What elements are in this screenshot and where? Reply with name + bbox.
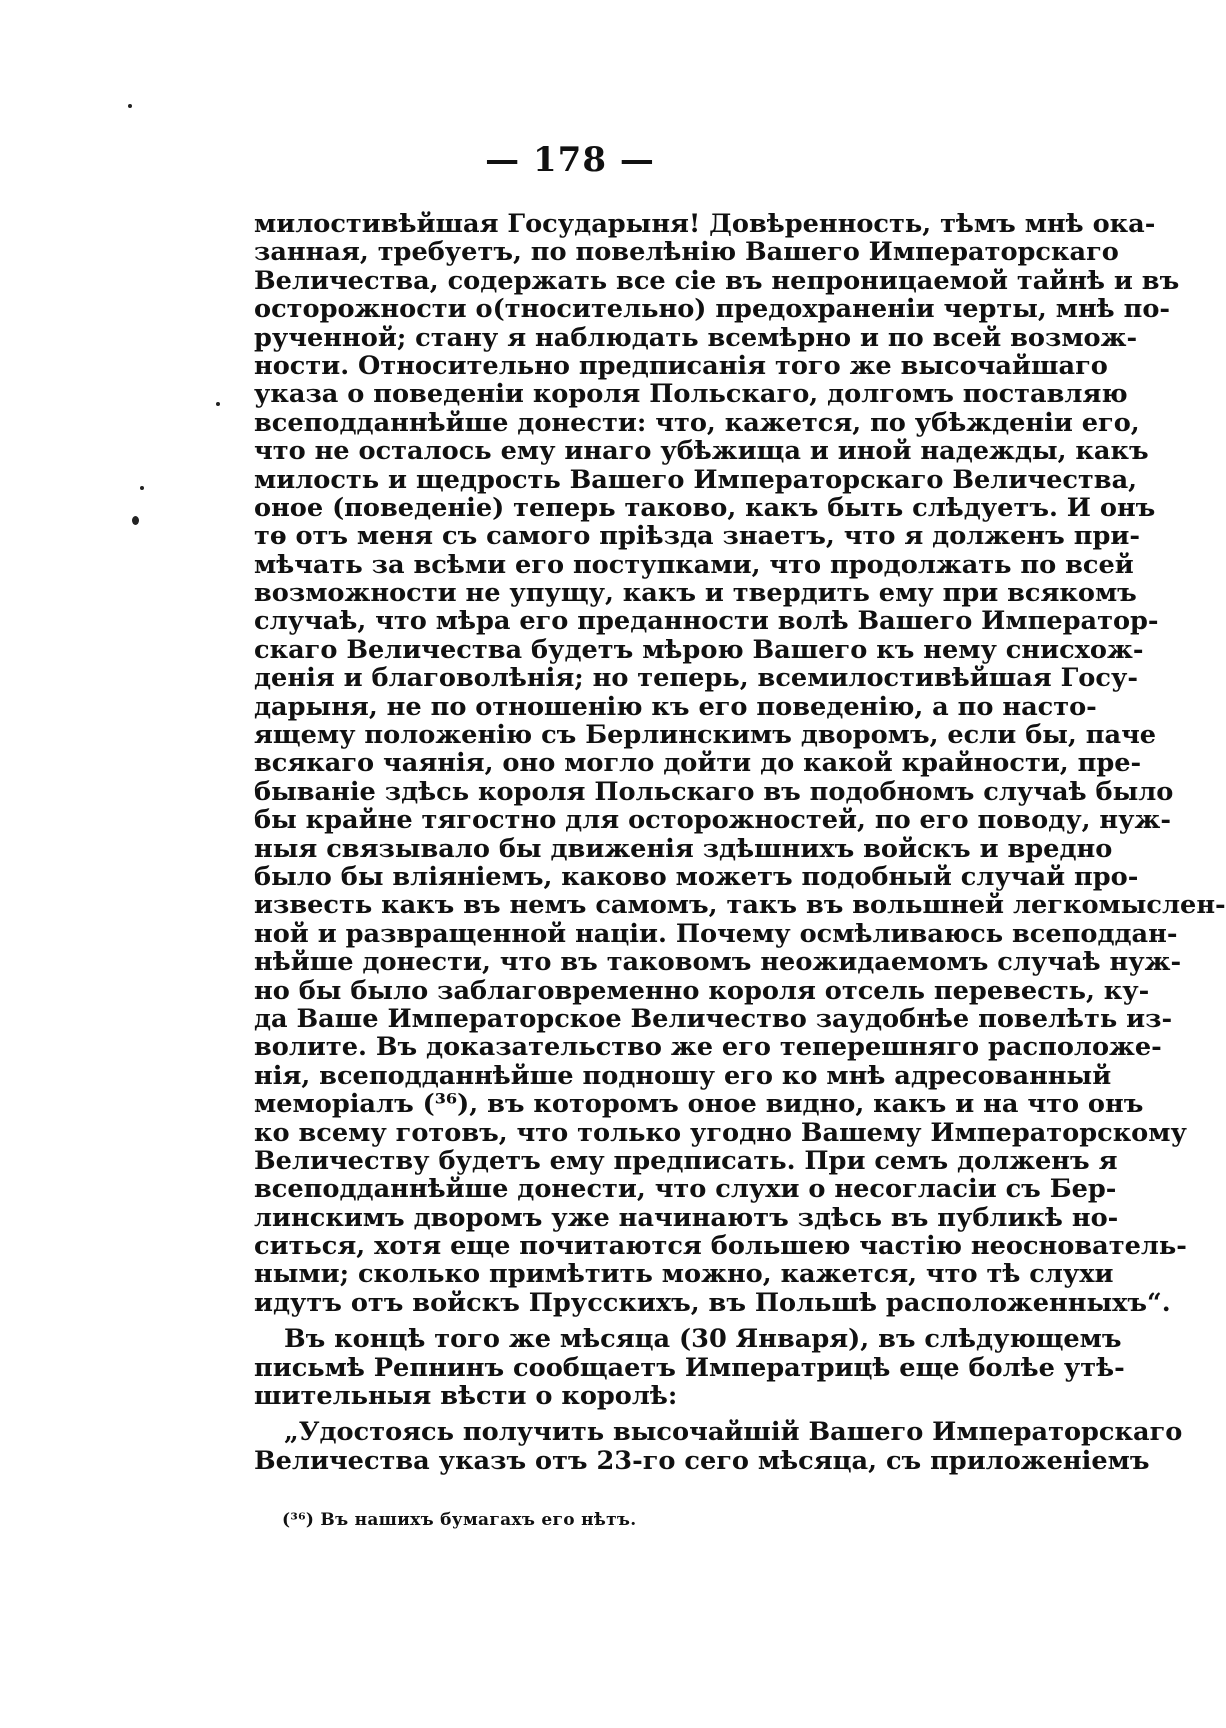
page-number: — 178 —	[485, 140, 655, 180]
text-line: возможности не упущу, какъ и твердить ему при всякомъ	[254, 578, 1137, 609]
text-line: ящему положенію съ Берлинскимъ дворомъ, если бы, паче	[254, 720, 1157, 751]
scan-speck	[128, 104, 132, 108]
text-line: ности. Относительно предписанія того же высочайшаго	[254, 350, 1108, 381]
text-line: было бы вліяніемъ, каково можетъ подобный случай про-	[254, 861, 1139, 892]
text-line: милость и щедрость Вашего Императорскаго Величества,	[254, 464, 1138, 495]
text-line: занная, требуетъ, по повелѣнію Вашего Императорскаго	[254, 237, 1119, 268]
text-line: линскимъ дворомъ уже начинаютъ здѣсь въ публикѣ но-	[254, 1202, 1119, 1233]
text-line: денія и благоволѣнія; но теперь, всемилостивѣйшая Госу-	[254, 663, 1138, 694]
text-line: идутъ отъ войскъ Прусскихъ, въ Польшѣ расположенныхъ“.	[254, 1287, 1171, 1318]
text-line: дарыня, не по отношенію къ его поведенію, а по насто-	[254, 691, 1097, 722]
text-line: ситься, хотя еще почитаются большею частію неоснователь-	[254, 1231, 1187, 1262]
text-line: да Ваше Императорское Величество заудобнѣе повелѣть из-	[254, 1003, 1173, 1034]
text-line: Величества указъ отъ 23-го сего мѣсяца, съ приложеніемъ	[254, 1445, 1150, 1476]
text-line: шительныя вѣсти о королѣ:	[254, 1381, 678, 1412]
paragraph-letter-continuation	[254, 209, 1226, 1318]
text-line: оное (поведеніе) теперь таково, какъ быть слѣдуетъ. И онъ	[254, 492, 1156, 523]
text-line: всеподданнѣйше донести, что слухи о несогласіи съ Бер-	[254, 1174, 1117, 1205]
text-line: рученной; стану я наблюдать всемѣрно и по всей возмож-	[254, 322, 1138, 353]
text-line: волите. Въ доказательство же его теперешняго расположе-	[254, 1032, 1162, 1063]
text-line: указа о поведеніи короля Польскаго, долгомъ поставляю	[254, 379, 1128, 410]
text-line: Величеству будетъ ему предписать. При семъ долженъ я	[254, 1145, 1118, 1176]
text-line: осторожности о(тносительно) предохраненіи черты, мнѣ по-	[254, 294, 1171, 325]
text-line: тѳ отъ меня съ самого пріѣзда знаетъ, что я долженъ при-	[254, 521, 1140, 552]
text-line: бываніе здѣсь короля Польскаго въ подобномъ случаѣ было	[254, 776, 1174, 807]
paragraph-narrative	[254, 1324, 1125, 1412]
text-line: ной и развращенной націи. Почему осмѣливаюсь всеподдан-	[254, 918, 1178, 949]
text-line: известь какъ въ немъ самомъ, такъ въ вольшней легкомыслен-	[254, 890, 1226, 921]
scan-speck	[132, 516, 139, 525]
paragraph-quote-start	[254, 1417, 1183, 1476]
footnote: (³⁶) Въ нашихъ бумагахъ его нѣтъ.	[282, 1510, 637, 1530]
text-line: мѣчать за всѣми его поступками, что продолжать по всей	[254, 549, 1134, 580]
text-line: меморіалъ (³⁶), въ которомъ оное видно, какъ и на что онъ	[254, 1089, 1144, 1120]
text-line: милостивѣйшая Государыня! Довѣренность, тѣмъ мнѣ ока-	[254, 209, 1156, 239]
text-line: нѣйше донести, что въ таковомъ неожидаемомъ случаѣ нуж-	[254, 947, 1182, 978]
text-line: Величества, содержать все сіе въ непроницаемой тайнѣ и въ	[254, 265, 1180, 296]
body-text	[254, 209, 1226, 1476]
text-line: всякаго чаянія, оно могло дойти до какой крайности, пре-	[254, 748, 1142, 779]
text-line: бы крайне тягостно для осторожностей, по его поводу, нуж-	[254, 805, 1172, 836]
text-line: нія, всеподданнѣйше подношу его ко мнѣ адресованный	[254, 1060, 1112, 1091]
text-line: всеподданнѣйше донести: что, кажется, по убѣжденіи его,	[254, 407, 1140, 438]
text-line: что не осталось ему инаго убѣжища и иной надежды, какъ	[254, 436, 1149, 467]
scan-speck	[216, 402, 220, 406]
scan-speck	[140, 486, 144, 490]
text-line: Въ концѣ того же мѣсяца (30 Января), въ слѣдующемъ	[284, 1324, 1122, 1355]
text-line: ныя связывало бы движенія здѣшнихъ войскъ и вредно	[254, 833, 1113, 864]
text-line: скаго Величества будетъ мѣрою Вашего къ нему снисхож-	[254, 634, 1144, 665]
text-line: ными; сколько примѣтить можно, кажется, что тѣ слухи	[254, 1259, 1114, 1290]
text-line: письмѣ Репнинъ сообщаетъ Императрицѣ еще болѣе утѣ-	[254, 1352, 1125, 1383]
text-line: случаѣ, что мѣра его преданности волѣ Вашего Император-	[254, 606, 1159, 637]
text-line: ко всему готовъ, что только угодно Вашему Императорскому	[254, 1117, 1187, 1148]
text-line: но бы было заблаговременно короля отсель перевесть, ку-	[254, 975, 1150, 1006]
text-line: „Удостоясь получить высочайшій Вашего Императорскаго	[284, 1417, 1183, 1448]
